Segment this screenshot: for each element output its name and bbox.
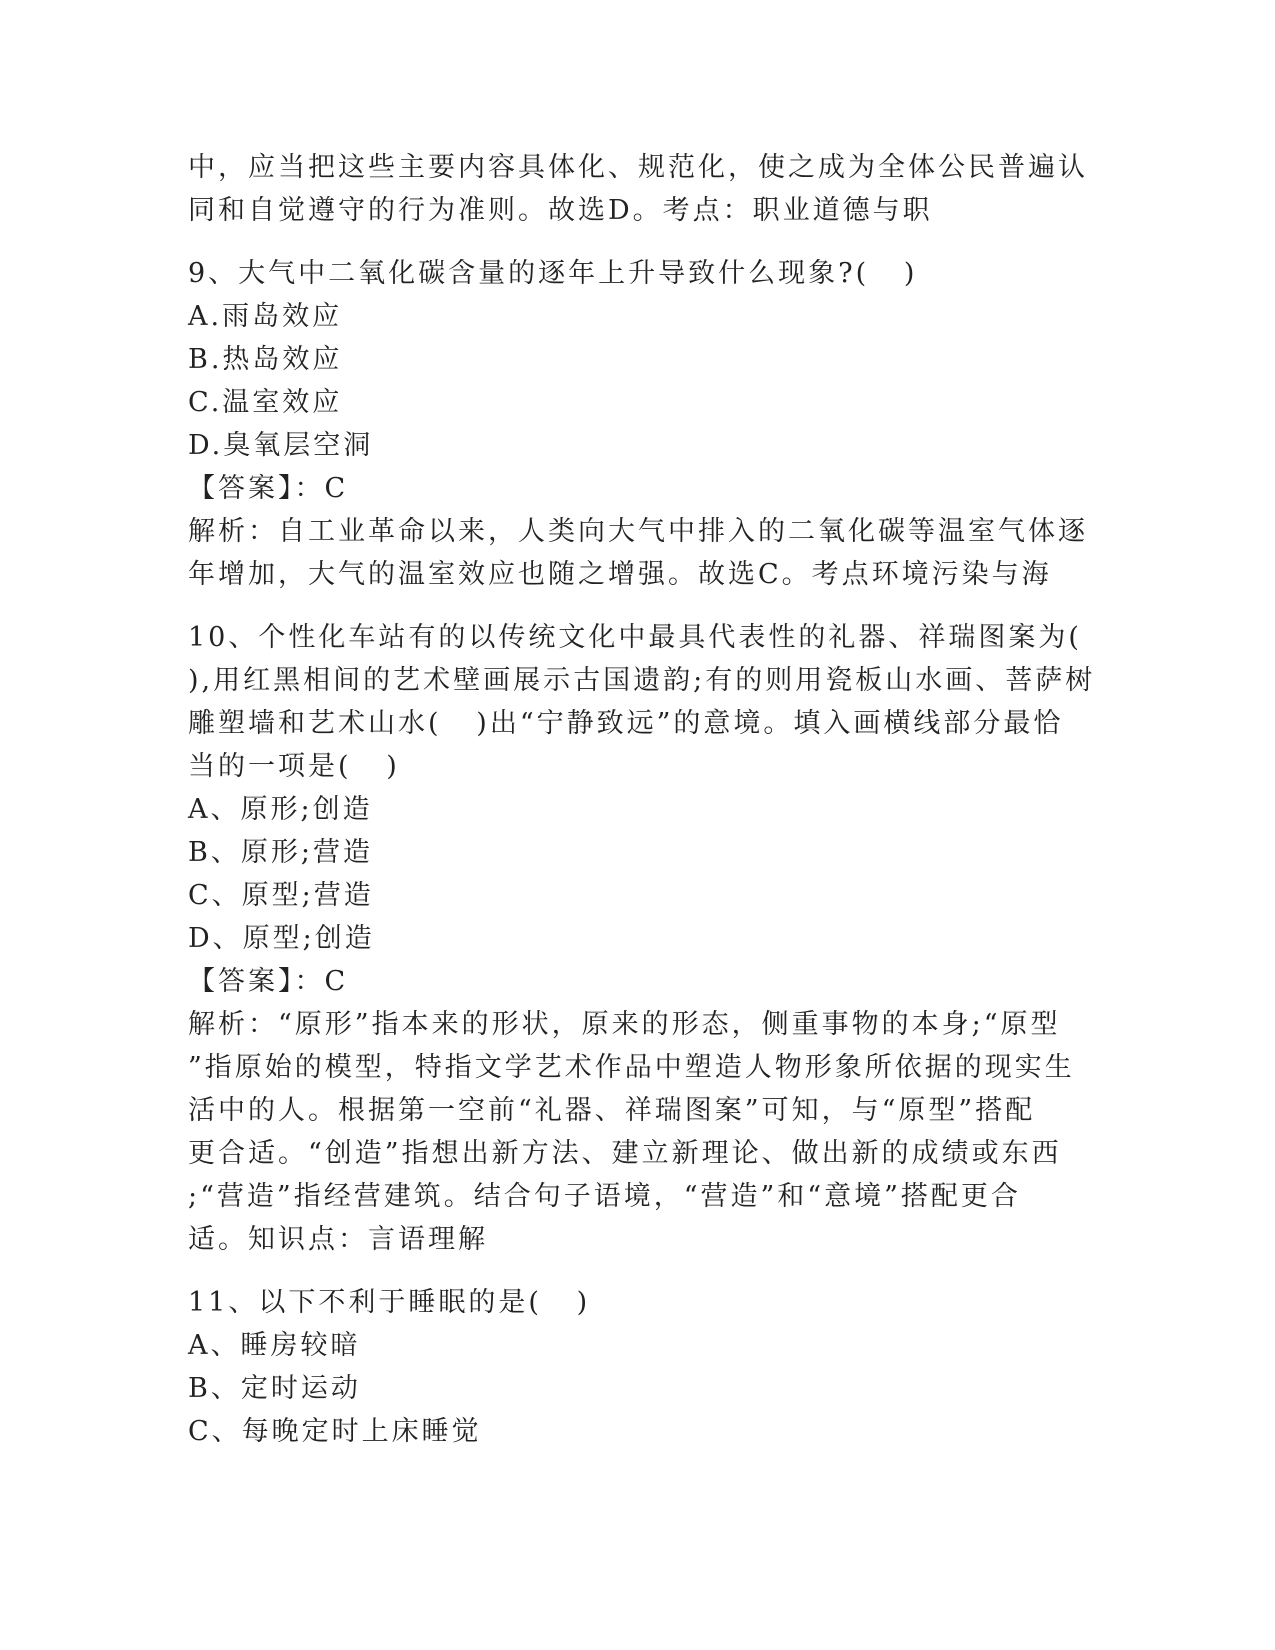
option-c: C、每晚定时上床睡觉 <box>188 1416 482 1447</box>
analysis-line: 解析：“原形”指本来的形状，原来的形态，侧重事物的本身;“原型 <box>188 1009 1061 1040</box>
analysis-line: 更合适。“创造”指想出新方法、建立新理论、做出新的成绩或东西 <box>188 1138 1062 1169</box>
option-d: D、原型;创造 <box>188 923 375 954</box>
option-d: D.臭氧层空洞 <box>188 430 374 461</box>
question-stem: 10、个性化车站有的以传统文化中最具代表性的礼器、祥瑞图案为( <box>188 622 1082 653</box>
document-page <box>188 146 1096 1453</box>
analysis-line: ”指原始的模型，特指文学艺术作品中塑造人物形象所依据的现实生 <box>188 1052 1075 1083</box>
option-b: B、定时运动 <box>188 1373 361 1404</box>
analysis-line: ;“营造”指经营建筑。结合句子语境，“营造”和“意境”搭配更合 <box>188 1181 1021 1212</box>
question-stem: 当的一项是( ) <box>188 751 400 782</box>
question-stem: ),用红黑相间的艺术壁画展示古国遗韵;有的则用瓷板山水画、菩萨树 <box>188 665 1096 696</box>
question-stem: 雕塑墙和艺术山水( )出“宁静致远”的意境。填入画横线部分最恰 <box>188 708 1064 739</box>
option-a: A、睡房较暗 <box>188 1330 361 1361</box>
text-line: 同和自觉遵守的行为准则。故选D。考点：职业道德与职 <box>188 195 933 226</box>
option-b: B.热岛效应 <box>188 344 343 375</box>
option-c: C、原型;营造 <box>188 880 374 911</box>
q8-analysis-tail <box>188 146 1088 232</box>
question-9 <box>188 252 1088 596</box>
analysis-line: 活中的人。根据第一空前“礼器、祥瑞图案”可知，与“原型”搭配 <box>188 1095 1036 1126</box>
question-10 <box>188 616 1096 1261</box>
answer: 【答案】：C <box>188 473 349 504</box>
question-stem: 11、以下不利于睡眠的是( ) <box>188 1287 591 1318</box>
analysis-line: 适。知识点：言语理解 <box>188 1224 488 1255</box>
question-stem: 9、大气中二氧化碳含量的逐年上升导致什么现象?( ) <box>188 258 918 289</box>
option-b: B、原形;营造 <box>188 837 373 868</box>
analysis-line: 年增加，大气的温室效应也随之增强。故选C。考点环境污染与海 <box>188 559 1052 590</box>
answer: 【答案】：C <box>188 966 349 997</box>
option-c: C.温室效应 <box>188 387 343 418</box>
option-a: A.雨岛效应 <box>188 301 343 332</box>
analysis-line: 解析：自工业革命以来，人类向大气中排入的二氧化碳等温室气体逐 <box>188 516 1088 547</box>
option-a: A、原形;创造 <box>188 794 373 825</box>
text-line: 中，应当把这些主要内容具体化、规范化，使之成为全体公民普遍认 <box>188 152 1088 183</box>
question-11 <box>188 1281 1088 1453</box>
